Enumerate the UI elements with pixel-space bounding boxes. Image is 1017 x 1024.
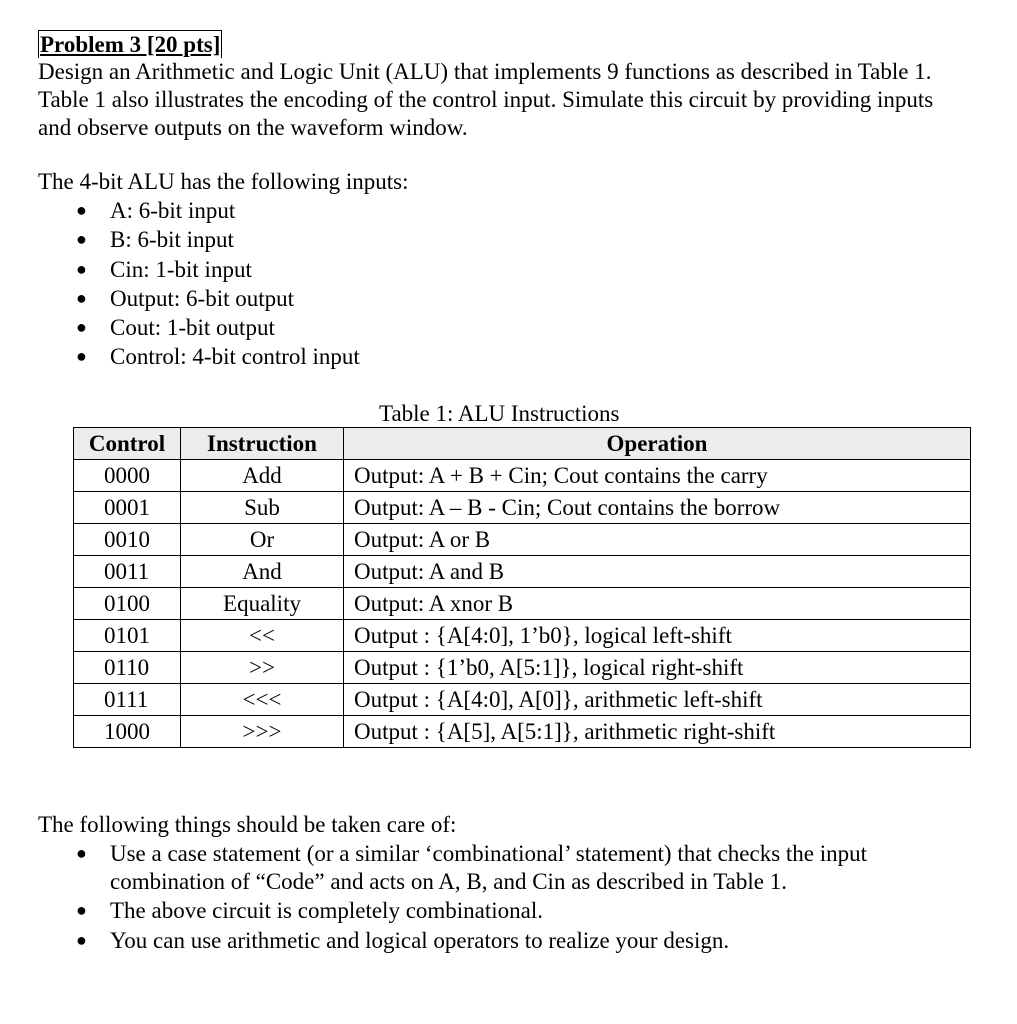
bullet-icon: ● [76, 929, 87, 950]
cell-operation: Output : {A[5], A[5:1]}, arithmetic right-shift [344, 716, 971, 748]
table-row [74, 684, 971, 716]
cell-control: 1000 [74, 716, 181, 748]
bullet-icon: ● [76, 843, 87, 863]
inputs-list-item [38, 255, 983, 284]
table-row [74, 524, 971, 556]
care-list [38, 840, 978, 956]
inputs-list-item [38, 284, 983, 313]
cell-instruction: Equality [181, 588, 344, 620]
cell-instruction: >> [181, 652, 344, 684]
cell-operation: Output : {A[4:0], 1’b0}, logical left-shift [344, 620, 971, 652]
header-operation: Operation [344, 428, 971, 460]
care-heading: The following things should be taken care of: [38, 812, 457, 837]
cell-control: 0100 [74, 588, 181, 620]
cell-operation: Output: A + B + Cin; Cout contains the carry [344, 460, 971, 492]
header-instruction: Instruction [181, 428, 344, 460]
table-row [74, 492, 971, 524]
inputs-item-text: B: 6-bit input [110, 227, 234, 253]
bullet-icon: ● [76, 258, 87, 279]
inputs-item-text: Cin: 1-bit input [110, 256, 252, 282]
cell-instruction: >>> [181, 716, 344, 748]
bullet-icon: ● [76, 900, 87, 920]
table-row [74, 460, 971, 492]
cell-operation: Output: A and B [344, 556, 971, 588]
cell-operation: Output: A – B - Cin; Cout contains the borrow [344, 492, 971, 524]
bullet-icon: ● [76, 346, 87, 367]
bullet-icon: ● [76, 229, 87, 250]
inputs-item-text: Output: 6-bit output [110, 285, 294, 311]
table-row [74, 556, 971, 588]
care-item-line: Use a case statement (or a similar ‘combinational’ statement) that checks the input [110, 841, 868, 866]
care-item-line: The above circuit is completely combinational. [110, 898, 544, 923]
inputs-list-item [38, 225, 983, 254]
cell-operation: Output : {1’b0, A[5:1]}, logical right-shift [344, 652, 971, 684]
cell-operation: Output: A xnor B [344, 588, 971, 620]
cell-control: 0101 [74, 620, 181, 652]
table-row [74, 652, 971, 684]
cell-control: 0000 [74, 460, 181, 492]
cell-operation: Output: A or B [344, 524, 971, 556]
table-row [74, 588, 971, 620]
care-item-line: combination of “Code” and acts on A, B, and Cin as described in Table 1. [110, 868, 787, 894]
table-row [74, 620, 971, 652]
cell-instruction: <<< [181, 684, 344, 716]
cell-instruction: Add [181, 460, 344, 492]
care-item-line: You can use arithmetic and logical operators to realize your design. [110, 927, 730, 953]
cell-instruction: Or [181, 524, 344, 556]
inputs-list-item [38, 313, 983, 342]
cell-control: 0111 [74, 684, 181, 716]
inputs-heading: The 4-bit ALU has the following inputs: [38, 169, 409, 194]
care-list-item [38, 927, 978, 955]
table-row [74, 716, 971, 748]
intro-line: and observe outputs on the waveform window. [38, 115, 468, 140]
bullet-icon: ● [76, 287, 87, 308]
cell-operation: Output : {A[4:0], A[0]}, arithmetic left-shift [344, 684, 971, 716]
intro-line: Table 1 also illustrates the encoding of the control input. Simulate this circuit by providing inputs [38, 87, 934, 112]
table-header-row [74, 428, 971, 460]
problem-title: Problem 3 [20 pts] [40, 32, 221, 57]
cell-control: 0110 [74, 652, 181, 684]
inputs-item-text: Control: 4-bit control input [110, 344, 360, 370]
inputs-item-text: A: 6-bit input [110, 198, 236, 223]
intro-line: Design an Arithmetic and Logic Unit (ALU) that implements 9 functions as described in Table 1. [38, 59, 932, 84]
problem-intro [38, 58, 983, 142]
problem-section [38, 30, 983, 372]
bullet-icon: ● [76, 200, 87, 220]
care-list-item [38, 840, 978, 895]
cell-instruction: And [181, 556, 344, 588]
header-control: Control [74, 428, 181, 460]
cell-control: 0010 [74, 524, 181, 556]
cell-instruction: << [181, 620, 344, 652]
inputs-list [38, 196, 983, 372]
cell-instruction: Sub [181, 492, 344, 524]
cell-control: 0011 [74, 556, 181, 588]
inputs-item-text: Cout: 1-bit output [110, 315, 275, 341]
care-list-item [38, 897, 978, 925]
inputs-list-item [38, 342, 983, 371]
table-caption: Table 1: ALU Instructions [379, 401, 620, 426]
inputs-list-item [38, 196, 983, 225]
cell-control: 0001 [74, 492, 181, 524]
alu-instructions-table [73, 427, 971, 748]
bullet-icon: ● [76, 317, 87, 338]
